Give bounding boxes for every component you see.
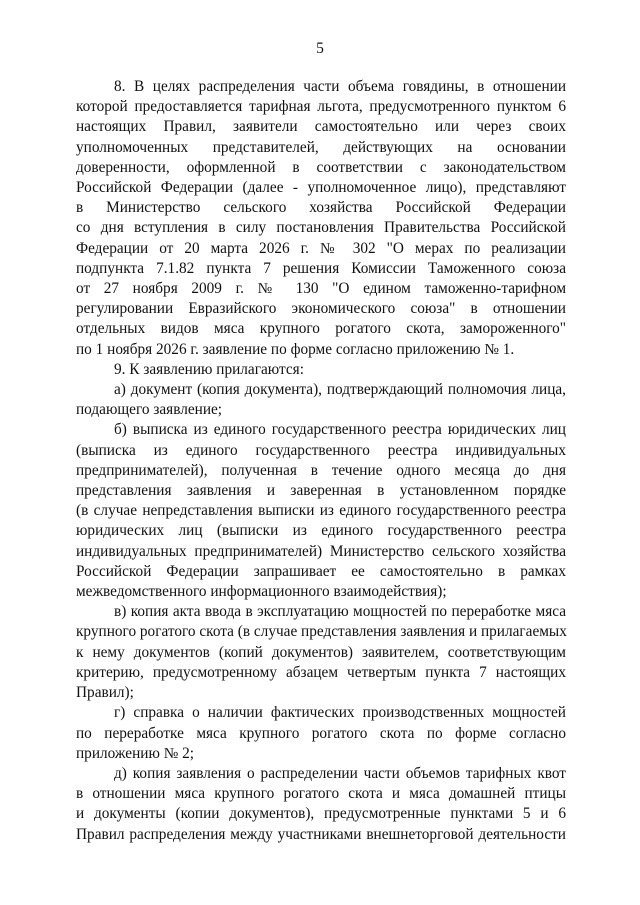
text-line: а) документ (копия документа), подтверждающий полномочия лица, [114, 381, 566, 399]
document-body [76, 77, 566, 845]
text-line: д) копия заявления о распределении части объемов тарифных квот [114, 764, 566, 782]
text-line: б) выписка из единого государственного реестра юридических лиц [114, 421, 566, 439]
text-line: Российской Федерации (далее - уполномоченное лицо), представляют [76, 179, 566, 197]
text-line: в отношении мяса крупного рогатого скота и мяса домашней птицы [76, 785, 566, 803]
paragraph-8 [76, 77, 566, 360]
text-line: 8. В целях распределения части объема говядины, в отношении [114, 78, 566, 95]
text-line: критерию, предусмотренному абзацем четвертым пункта 7 настоящих [76, 663, 566, 681]
text-line: уполномоченных представителей, действующих на основании [76, 138, 566, 156]
text-line: межведомственного информационного взаимодействия); [76, 583, 447, 601]
text-line: в) копия акта ввода в эксплуатацию мощностей по переработке мяса [114, 603, 566, 621]
page-number: 5 [316, 40, 324, 57]
text-line: (выписка из единого государственного реестра индивидуальных [76, 441, 566, 459]
text-line: Федерации от 20 марта 2026 г. № 302 "О мерах по реализации [76, 239, 566, 257]
text-line: юридических лиц (выписки из единого государственного реестра [76, 522, 566, 540]
text-line: крупного рогатого скота (в случае представления заявления и прилагаемых [76, 623, 567, 641]
text-line: Российской Федерации запрашивает ее самостоятельно в рамках [76, 562, 566, 580]
item-a [76, 380, 566, 420]
text-line: отдельных видов мяса крупного рогатого скота, замороженного" [76, 320, 566, 338]
text-line: регулировании Евразийского экономического союза" в отношении [76, 300, 566, 318]
text-line: и документы (копии документов), предусмотренные пунктами 5 и 6 [76, 805, 566, 823]
text-line: индивидуальных предпринимателей) Министерство сельского хозяйства [76, 542, 566, 560]
text-line: в Министерство сельского хозяйства Российской Федерации [76, 199, 566, 217]
item-v [76, 602, 566, 703]
text-line: 9. К заявлению прилагаются: [114, 360, 304, 378]
text-line: Правил распределения между участниками внешнеторговой деятельности [76, 825, 566, 843]
text-line: настоящих Правил, заявители самостоятельно или через своих [76, 118, 566, 136]
text-line: со дня вступления в силу постановления Правительства Российской [76, 219, 566, 237]
text-line: по 1 ноября 2026 г. заявление по форме согласно приложению № 1. [76, 340, 515, 358]
text-line: приложению № 2; [76, 744, 195, 762]
text-line: от 27 ноября 2009 г. № 130 "О едином таможенно-тарифном [76, 280, 566, 298]
text-line: (в случае непредставления выписки из единого государственного реестра [76, 502, 566, 520]
item-b [76, 420, 566, 602]
text-line: Правил); [76, 684, 134, 702]
text-line: по переработке мяса крупного рогатого скота по форме согласно [76, 724, 566, 742]
text-line: подпункта 7.1.82 пункта 7 решения Комиссии Таможенного союза [76, 259, 566, 277]
text-line: представления заявления и заверенная в установленном порядке [76, 482, 566, 500]
text-line: подающего заявление; [76, 401, 223, 419]
item-g [76, 703, 566, 764]
text-line: г) справка о наличии фактических производственных мощностей [114, 704, 566, 722]
text-line: доверенности, оформленной в соответствии с законодательством [76, 158, 566, 176]
paragraph-9 [76, 360, 566, 380]
item-d [76, 764, 566, 845]
text-line: которой предоставляется тарифная льгота, предусмотренного пунктом 6 [76, 98, 566, 116]
text-line: предпринимателей), полученная в течение одного месяца до дня [76, 461, 566, 479]
text-line: к нему документов (копий документов) заявителем, соответствующим [76, 643, 566, 661]
